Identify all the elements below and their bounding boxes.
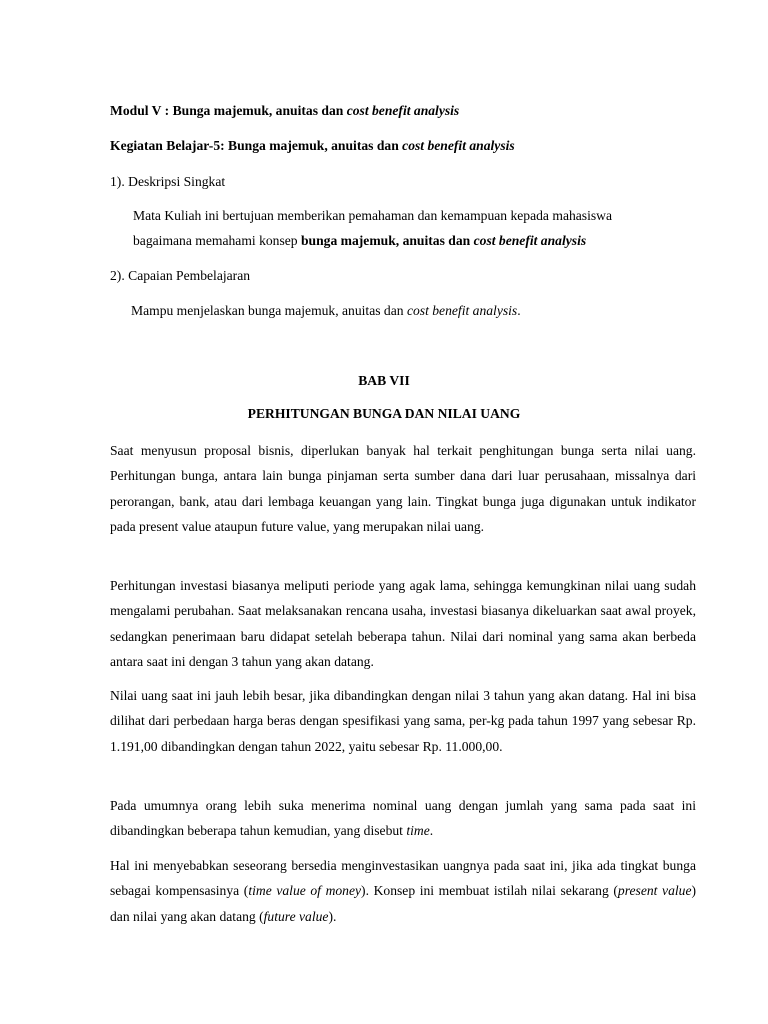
deskripsi-line-1: Mata Kuliah ini bertujuan memberikan pemahaman dan kemampuan kepada mahasiswa: [133, 208, 613, 223]
capaian-heading: 2). Capaian Pembelajaran: [110, 268, 251, 283]
paragraph-5-italic-2: present value: [617, 883, 692, 899]
paragraph-3: Nilai uang saat ini jauh lebih besar, jika dibandingkan dengan nilai 3 tahun yang akan datang. Hal ini bisa dilihat dari perbedaan harga beras dengan spesifikasi yang sama, per-kg pada tahun 1997 yang sebesar Rp. 1.191,00 dibandingkan dengan tahun 2022, yaitu sebesar Rp. 11.000,00.: [110, 688, 696, 754]
paragraph-5-text-a: Hal ini menyebabkan seseorang bersedia menginvestasikan uangnya pada saat ini, jika ada tingkat bunga sebagai kompensasinya (: [110, 858, 696, 899]
capaian-text-italic: cost benefit analysis: [406, 303, 518, 318]
deskripsi-line-2-bold-italic: cost benefit analysis: [473, 233, 587, 248]
bab-title: PERHITUNGAN BUNGA DAN NILAI UANG: [247, 406, 521, 421]
paragraph-5-text-b: ). Konsep ini membuat istilah nilai sekarang (: [361, 883, 618, 899]
paragraph-5-text-c: ) dan nilai yang akan datang (: [110, 883, 697, 924]
paragraph-2: Perhitungan investasi biasanya meliputi periode yang agak lama, sehingga kemungkinan nilai uang sudah mengalami perubahan. Saat melaksanakan rencana usaha, investasi biasanya dikeluarkan saat awal proyek, sedangkan penerimaan baru didapat setelah beberapa tahun. Nilai dari nominal yang sama akan berbeda antara saat ini dengan 3 tahun yang akan datang.: [110, 578, 696, 670]
paragraph-4-text: Pada umumnya orang lebih suka menerima nominal uang dengan jumlah yang sama pada saat ini dibandingkan beberapa tahun kemudian, yang disebut: [110, 798, 696, 839]
paragraph-4: [110, 793, 696, 844]
bab-number: BAB VII: [358, 373, 410, 388]
modul-heading-italic: cost benefit analysis: [346, 103, 460, 118]
paragraph-1: Saat menyusun proposal bisnis, diperlukan banyak hal terkait penghitungan bunga serta nilai uang. Perhitungan bunga, antara lain bunga pinjaman serta sumber dana dari luar perusahaan, missalnya dari perorangan, bank, atau dari lembaga keuangan yang lain. Tingkat bunga juga digunakan untuk indikator pada present value ataupun future value, yang merupakan nilai uang.: [110, 443, 696, 535]
deskripsi-heading: 1). Deskripsi Singkat: [110, 174, 226, 189]
paragraph-5-italic-3: future value: [263, 908, 329, 924]
modul-heading-text: Modul V : Bunga majemuk, anuitas dan: [110, 103, 347, 118]
capaian-text: [131, 302, 521, 320]
capaian-text-end: .: [517, 303, 521, 318]
paragraph-5-italic-1: time value of money: [248, 883, 362, 899]
paragraph-4-italic: time: [406, 823, 430, 839]
deskripsi-line-2-text: bagaimana memahami konsep: [133, 233, 301, 248]
deskripsi-line-2: [133, 232, 586, 250]
deskripsi-line-2-bold: bunga majemuk, anuitas dan: [300, 233, 474, 248]
paragraph-5-text-d: ).: [328, 908, 337, 924]
paragraph-4-end: .: [429, 823, 434, 839]
kegiatan-heading-italic: cost benefit analysis: [402, 138, 515, 153]
capaian-text-plain: Mampu menjelaskan bunga majemuk, anuitas dan: [131, 303, 407, 318]
kegiatan-heading: [110, 137, 515, 155]
paragraph-5: [110, 853, 696, 929]
modul-heading: [110, 102, 459, 120]
kegiatan-heading-text: Kegiatan Belajar-5: Bunga majemuk, anuitas dan: [110, 138, 403, 153]
